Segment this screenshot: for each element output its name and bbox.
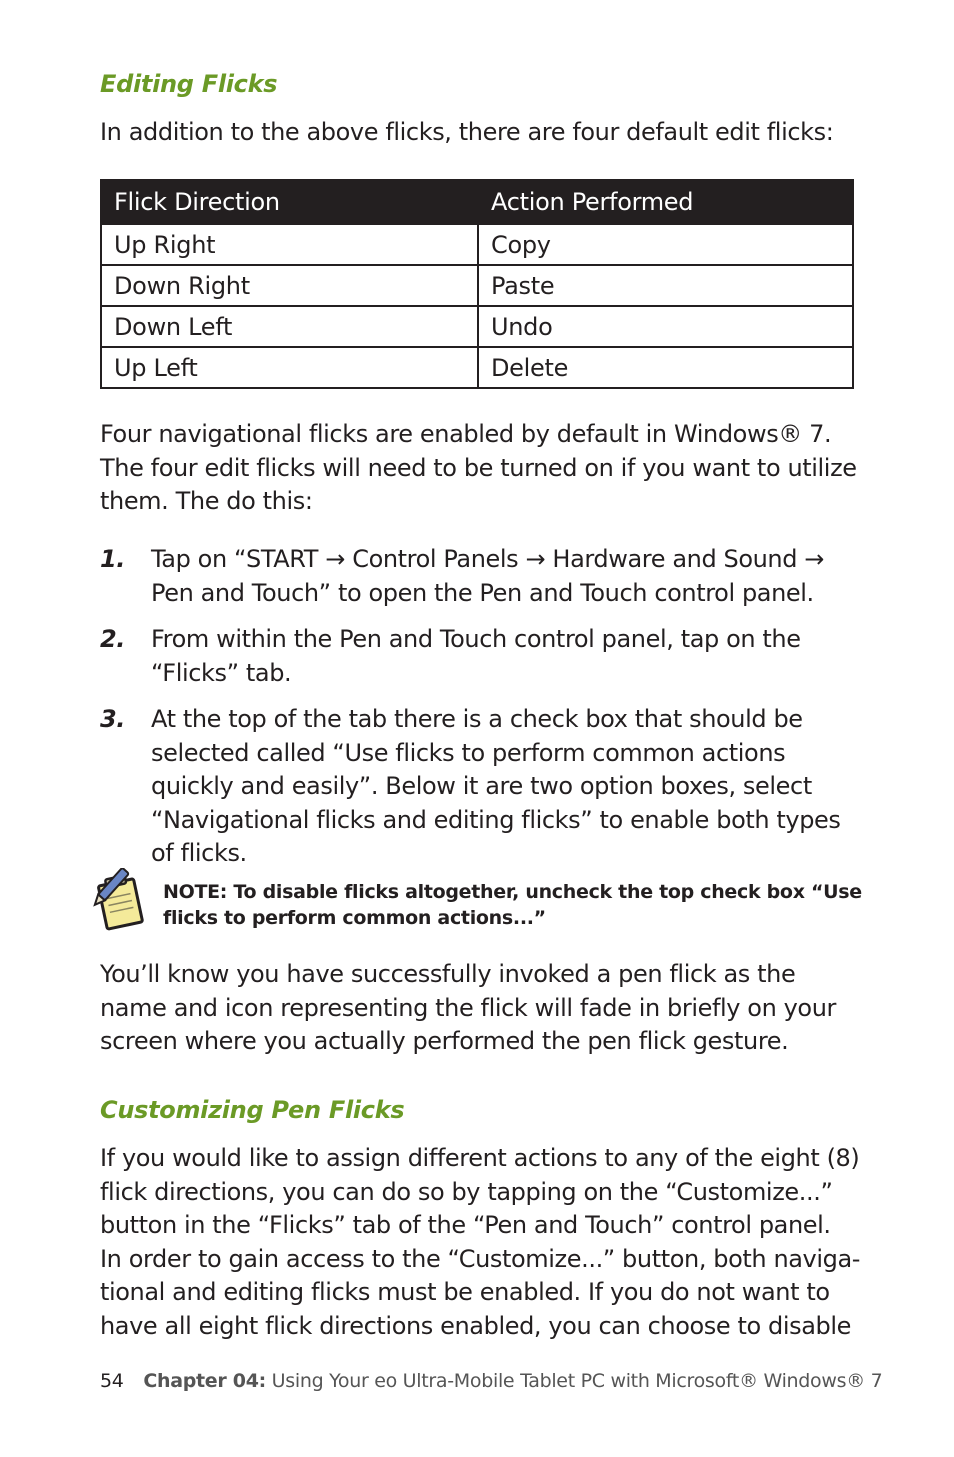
customizing-paragraph <box>100 1142 860 1344</box>
paragraph-line: You’ll know you have successfully invoked a pen flick as the <box>100 960 796 988</box>
cell-action: Undo <box>478 306 853 347</box>
step-number: 1. <box>100 545 126 573</box>
success-paragraph <box>100 958 860 1059</box>
step-text <box>151 543 861 610</box>
paragraph-line: If you would like to assign different actions to any of the eight (8) <box>100 1144 860 1172</box>
paragraph-line: tional and editing flicks must be enabled. If you do not want to <box>100 1278 830 1307</box>
step-number: 2. <box>100 625 126 653</box>
intro-paragraph <box>100 116 860 150</box>
chapter-label: Chapter 04: <box>143 1370 266 1392</box>
paragraph-line: them. The do this: <box>100 487 313 516</box>
note-line: NOTE: To disable flicks altogether, uncheck the top check box “Use <box>163 881 862 903</box>
cell-direction: Down Right <box>101 265 478 306</box>
step-number: 3. <box>100 705 126 733</box>
paragraph-line: name and icon representing the flick will fade in briefly on your <box>100 993 836 1022</box>
chapter-title: Using Your eo Ultra-Mobile Tablet PC with Microsoft® Windows® 7 <box>271 1370 883 1392</box>
cell-action: Delete <box>478 347 853 388</box>
table-row <box>101 265 853 306</box>
paragraph-line: The four edit flicks will need to be turned on if you want to utilize <box>100 453 857 482</box>
step-text <box>151 623 861 690</box>
cell-action: Paste <box>478 265 853 306</box>
section-heading-customizing-pen-flicks: Customizing Pen Flicks <box>100 1096 405 1124</box>
note-text <box>163 879 863 931</box>
paragraph-line: button in the “Flicks” tab of the “Pen and Touch” control panel. <box>100 1211 831 1240</box>
step-line: Pen and Touch” to open the Pen and Touch control panel. <box>151 578 814 607</box>
step-line: of flicks. <box>151 839 247 868</box>
cell-direction: Up Right <box>101 224 478 265</box>
step-line: “Flicks” tab. <box>151 658 292 687</box>
notepad-pen-icon <box>92 868 148 932</box>
paragraph-line: In addition to the above flicks, there are four default edit flicks: <box>100 118 834 146</box>
step-line: From within the Pen and Touch control panel, tap on the <box>151 625 801 653</box>
section-heading-editing-flicks: Editing Flicks <box>100 70 278 98</box>
step-line: quickly and easily”. Below it are two option boxes, select <box>151 772 812 801</box>
step-text <box>151 703 861 871</box>
paragraph-line: In order to gain access to the “Customize...” button, both naviga- <box>100 1244 861 1273</box>
cell-action: Copy <box>478 224 853 265</box>
table-header-row <box>101 180 853 224</box>
table-row <box>101 306 853 347</box>
table-row <box>101 224 853 265</box>
step-line: At the top of the tab there is a check box that should be <box>151 705 803 733</box>
step-line: “Navigational flicks and editing flicks” to enable both types <box>151 805 841 834</box>
page-footer <box>100 1370 882 1392</box>
cell-direction: Up Left <box>101 347 478 388</box>
paragraph-line: have all eight flick directions enabled, you can choose to disable <box>100 1311 852 1340</box>
step-line: selected called “Use flicks to perform common actions <box>151 738 786 767</box>
paragraph-line: screen where you actually performed the pen flick gesture. <box>100 1027 789 1056</box>
step-line: Tap on “START → Control Panels → Hardware and Sound → <box>151 545 825 573</box>
navigational-flicks-paragraph <box>100 418 860 519</box>
page-number: 54 <box>100 1370 124 1392</box>
column-header-action-performed: Action Performed <box>478 180 853 224</box>
column-header-flick-direction: Flick Direction <box>101 180 478 224</box>
note-line: flicks to perform common actions...” <box>163 907 546 929</box>
table-row <box>101 347 853 388</box>
paragraph-line: Four navigational flicks are enabled by default in Windows® 7. <box>100 420 832 448</box>
edit-flicks-table <box>100 179 854 389</box>
cell-direction: Down Left <box>101 306 478 347</box>
paragraph-line: flick directions, you can do so by tapping on the “Customize...” <box>100 1177 833 1206</box>
